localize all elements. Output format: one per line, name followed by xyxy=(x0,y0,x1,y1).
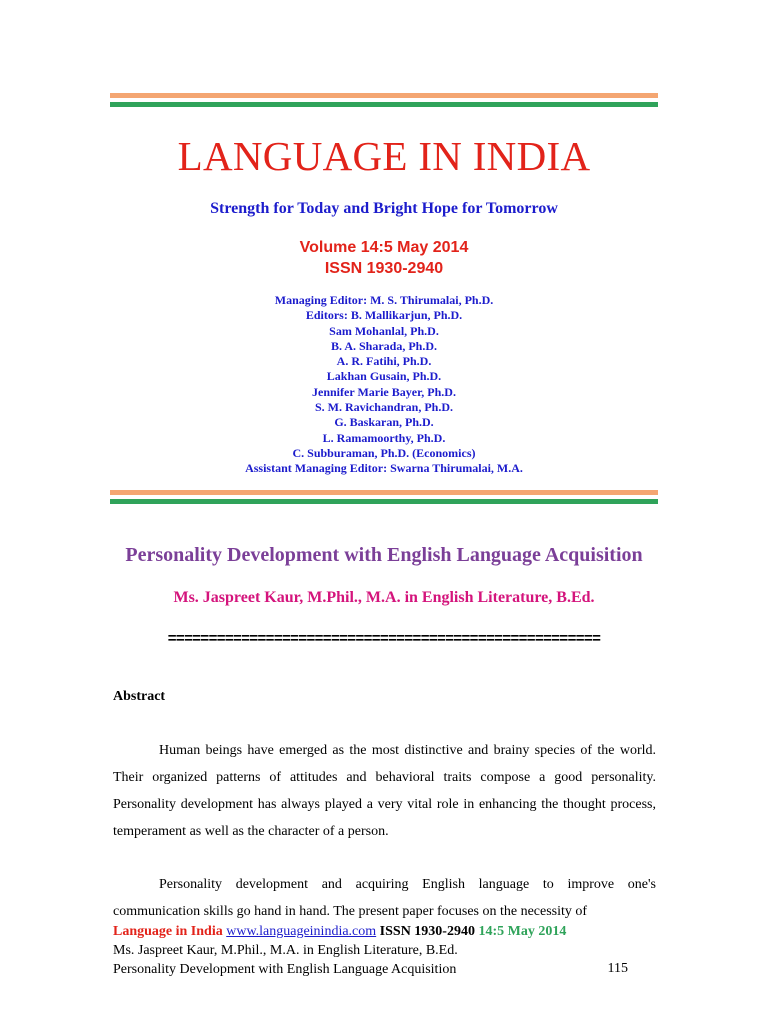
editor-line: C. Subburaman, Ph.D. (Economics) xyxy=(292,445,476,460)
managing-editor: Managing Editor: M. S. Thirumalai, Ph.D. xyxy=(274,293,494,307)
footer-citation xyxy=(113,923,628,940)
editor-line: Lakhan Gusain, Ph.D. xyxy=(326,369,442,384)
editor-line: Jennifer Marie Bayer, Ph.D. xyxy=(312,384,456,399)
abstract-paragraph: Human beings have emerged as the most distinctive and brainy species of the world. Their organized patterns of attitudes and behavioral traits compose a good personality. Personality development has always played a very vital role in enhancing the thought process, temperament as well as the character of a person. xyxy=(113,743,656,839)
green-stripe xyxy=(110,499,658,504)
top-tricolor-band xyxy=(110,93,658,107)
volume-line: Volume 14:5 May 2014 xyxy=(299,239,469,256)
footer-issue: 14:5 May 2014 xyxy=(478,924,567,939)
editorial-board xyxy=(0,293,768,477)
volume-block xyxy=(0,237,768,279)
editor-line: S. M. Ravichandran, Ph.D. xyxy=(314,400,454,415)
journal-website-link[interactable]: www.languageinindia.com xyxy=(226,924,377,939)
editor-line: Sam Mohanlal, Ph.D. xyxy=(329,323,439,338)
footer-author: Ms. Jaspreet Kaur, M.Phil., M.A. in English Literature, B.Ed. xyxy=(113,943,458,958)
green-stripe xyxy=(110,102,658,107)
paper-author: Ms. Jaspreet Kaur, M.Phil., M.A. in English Literature, B.Ed. xyxy=(173,589,595,606)
paper-title: Personality Development with English Language Acquisition xyxy=(125,544,643,566)
footer-journal-name: Language in India xyxy=(113,924,223,939)
footer-issn: ISSN 1930-2940 xyxy=(379,924,475,939)
middle-tricolor-band xyxy=(110,490,658,504)
section-separator: ===================================================== xyxy=(167,630,601,647)
abstract-heading: Abstract xyxy=(113,689,166,704)
footer-title: Personality Development with English Language Acquisition xyxy=(113,962,457,977)
journal-title: LANGUAGE IN INDIA xyxy=(177,133,591,179)
abstract-paragraph: Personality development and acquiring English language to improve one's communication skills go hand in hand. The present paper focuses on the necessity of xyxy=(113,877,656,919)
editor-line: B. A. Sharada, Ph.D. xyxy=(330,338,438,353)
page-number: 115 xyxy=(607,961,628,976)
editor-line: A. R. Fatihi, Ph.D. xyxy=(336,354,432,369)
issn-line: ISSN 1930-2940 xyxy=(324,260,444,277)
editor-line: G. Baskaran, Ph.D. xyxy=(334,415,434,430)
journal-tagline: Strength for Today and Bright Hope for Tomorrow xyxy=(210,200,558,217)
editor-line: Editors: B. Mallikarjun, Ph.D. xyxy=(305,308,463,323)
assistant-managing-editor: Assistant Managing Editor: Swarna Thirumalai, M.A. xyxy=(245,461,523,476)
editor-line: L. Ramamoorthy, Ph.D. xyxy=(322,430,446,445)
